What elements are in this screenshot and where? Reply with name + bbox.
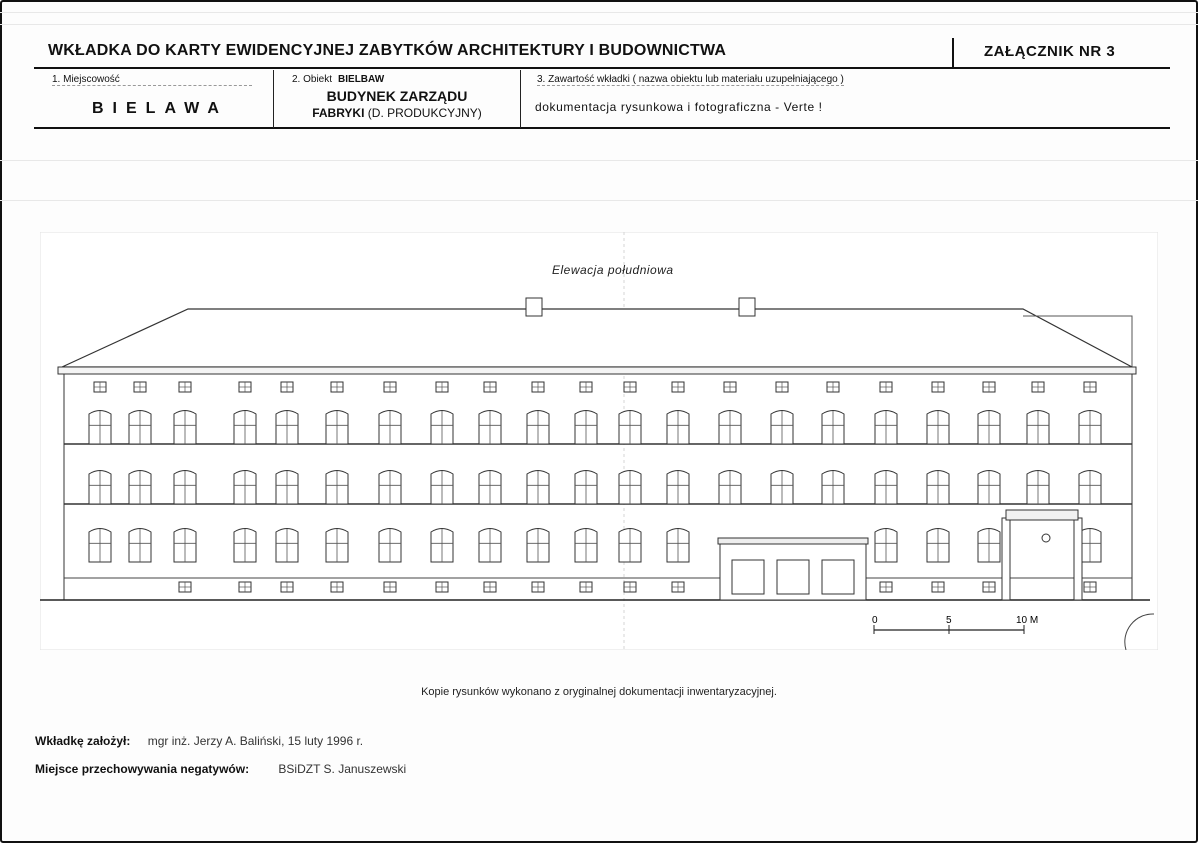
rule-top <box>34 67 1170 69</box>
attic-window <box>179 382 191 392</box>
cornice <box>58 367 1136 374</box>
window-floor-1 <box>129 529 151 563</box>
window-floor-3 <box>129 411 151 445</box>
storage-label: Miejsce przechowywania negatywów: <box>35 762 250 776</box>
chimney <box>739 298 755 316</box>
window-floor-2 <box>326 471 348 505</box>
storage-value: BSiDZT S. Januszewski <box>278 762 407 776</box>
window-floor-3 <box>89 411 111 445</box>
basement-window <box>932 582 944 592</box>
object-name-line2 <box>274 106 520 120</box>
basement-window <box>532 582 544 592</box>
object-name-bold: FABRYKI <box>312 106 365 120</box>
window-floor-1 <box>431 529 453 563</box>
window-floor-2 <box>379 471 401 505</box>
attic-window <box>484 382 496 392</box>
attic-window <box>624 382 636 392</box>
attic-window <box>672 382 684 392</box>
locality-label: 1. Miejscowość <box>52 74 252 86</box>
window-floor-2 <box>667 471 689 505</box>
object-stamp: BIELBAW <box>338 74 385 85</box>
window-floor-1 <box>89 529 111 563</box>
attic-window <box>1084 382 1096 392</box>
window-floor-1 <box>527 529 549 563</box>
window-floor-3 <box>719 411 741 445</box>
object-name-line1: BUDYNEK ZARZĄDU <box>326 88 468 104</box>
window-floor-2 <box>129 471 151 505</box>
basement-window <box>281 582 293 592</box>
window-floor-3 <box>1027 411 1049 445</box>
window-floor-3 <box>575 411 597 445</box>
attic-window <box>983 382 995 392</box>
window-floor-1 <box>326 529 348 563</box>
object-label: 2. Obiekt <box>292 74 333 85</box>
card-header <box>34 38 1170 68</box>
window-floor-1 <box>174 529 196 563</box>
window-floor-3 <box>927 411 949 445</box>
card-title: WKŁADKA DO KARTY EWIDENCYJNEJ ZABYTKÓW ARCHITEKTURY I BUDOWNICTWA <box>48 42 727 59</box>
object-name-rest: (D. PRODUKCYJNY) <box>367 106 482 120</box>
window-floor-2 <box>822 471 844 505</box>
window-floor-1 <box>234 529 256 563</box>
window-floor-3 <box>822 411 844 445</box>
window-floor-3 <box>619 411 641 445</box>
attic-window <box>134 382 146 392</box>
gate-lintel <box>1006 510 1078 520</box>
attic-window <box>1032 382 1044 392</box>
window-floor-2 <box>978 471 1000 505</box>
window-floor-2 <box>719 471 741 505</box>
scan-artifact <box>0 160 1198 161</box>
gate-pillar <box>1002 518 1010 600</box>
scale-label-0: 0 <box>872 615 878 626</box>
gate-pillar <box>1074 518 1082 600</box>
locality-value: BIELAWA <box>92 100 228 117</box>
basement-window <box>624 582 636 592</box>
attic-window <box>239 382 251 392</box>
attic-window <box>331 382 343 392</box>
window-floor-3 <box>276 411 298 445</box>
drawing-title: Elewacja południowa <box>552 263 674 277</box>
contents-field <box>521 70 1170 128</box>
attic-window <box>384 382 396 392</box>
window-floor-3 <box>1079 411 1101 445</box>
window-floor-2 <box>875 471 897 505</box>
storage-line <box>35 762 406 776</box>
basement-window <box>484 582 496 592</box>
scale-label-10: 10 M <box>1016 615 1039 626</box>
window-floor-1 <box>875 529 897 563</box>
basement-window <box>179 582 191 592</box>
author-line <box>35 734 363 748</box>
contents-label: 3. Zawartość wkładki ( nazwa obiektu lub materiału uzupełniającego ) <box>537 74 844 85</box>
attic-window <box>776 382 788 392</box>
window-floor-2 <box>771 471 793 505</box>
attic-window <box>532 382 544 392</box>
basement-window <box>384 582 396 592</box>
drawing-caption: Kopie rysunków wykonano z oryginalnej dokumentacji inwentaryzacyjnej. <box>421 686 777 698</box>
scan-artifact <box>0 24 1198 25</box>
window-floor-3 <box>479 411 501 445</box>
window-floor-3 <box>771 411 793 445</box>
window-floor-2 <box>234 471 256 505</box>
object-field <box>274 70 520 128</box>
basement-window <box>1084 582 1096 592</box>
attic-window <box>580 382 592 392</box>
elevation-drawing <box>40 232 1158 650</box>
basement-window <box>331 582 343 592</box>
window-floor-2 <box>575 471 597 505</box>
locality-field <box>34 70 273 128</box>
basement-window <box>436 582 448 592</box>
porch-canopy <box>718 538 868 544</box>
scan-artifact <box>0 12 1198 13</box>
object-label-row <box>292 74 384 85</box>
window-floor-3 <box>326 411 348 445</box>
scan-artifact <box>0 200 1198 201</box>
window-floor-3 <box>431 411 453 445</box>
attic-window <box>436 382 448 392</box>
window-floor-2 <box>479 471 501 505</box>
basement-window <box>983 582 995 592</box>
basement-window <box>580 582 592 592</box>
window-floor-3 <box>667 411 689 445</box>
author-label: Wkładkę założył: <box>35 734 131 748</box>
header-divider <box>952 38 954 68</box>
entrance-porch <box>720 542 866 600</box>
attic-window <box>932 382 944 392</box>
contents-value: dokumentacja rysunkowa i fotograficzna - Verte ! <box>535 100 823 114</box>
basement-window <box>672 582 684 592</box>
window-floor-3 <box>234 411 256 445</box>
window-floor-1 <box>667 529 689 563</box>
window-floor-1 <box>978 529 1000 563</box>
author-value: mgr inż. Jerzy A. Baliński, 15 luty 1996 r. <box>147 734 364 748</box>
window-floor-2 <box>619 471 641 505</box>
window-floor-2 <box>527 471 549 505</box>
attic-window <box>281 382 293 392</box>
window-floor-3 <box>379 411 401 445</box>
window-floor-2 <box>276 471 298 505</box>
window-floor-2 <box>1027 471 1049 505</box>
attic-window <box>94 382 106 392</box>
attic-window <box>827 382 839 392</box>
window-floor-1 <box>276 529 298 563</box>
window-floor-3 <box>527 411 549 445</box>
attic-window <box>724 382 736 392</box>
window-floor-1 <box>575 529 597 563</box>
window-floor-2 <box>431 471 453 505</box>
window-floor-1 <box>619 529 641 563</box>
window-floor-2 <box>174 471 196 505</box>
basement-window <box>239 582 251 592</box>
window-floor-1 <box>379 529 401 563</box>
window-floor-3 <box>978 411 1000 445</box>
window-floor-3 <box>875 411 897 445</box>
scale-label-5: 5 <box>946 615 952 626</box>
window-floor-2 <box>927 471 949 505</box>
window-floor-2 <box>1079 471 1101 505</box>
attic-window <box>880 382 892 392</box>
basement-window <box>880 582 892 592</box>
annex-number: ZAŁĄCZNIK NR 3 <box>984 43 1116 60</box>
window-floor-2 <box>89 471 111 505</box>
chimney <box>526 298 542 316</box>
window-floor-3 <box>174 411 196 445</box>
roof-outline <box>62 309 1132 367</box>
fields-row <box>34 70 1170 128</box>
window-floor-1 <box>927 529 949 563</box>
window-floor-1 <box>479 529 501 563</box>
